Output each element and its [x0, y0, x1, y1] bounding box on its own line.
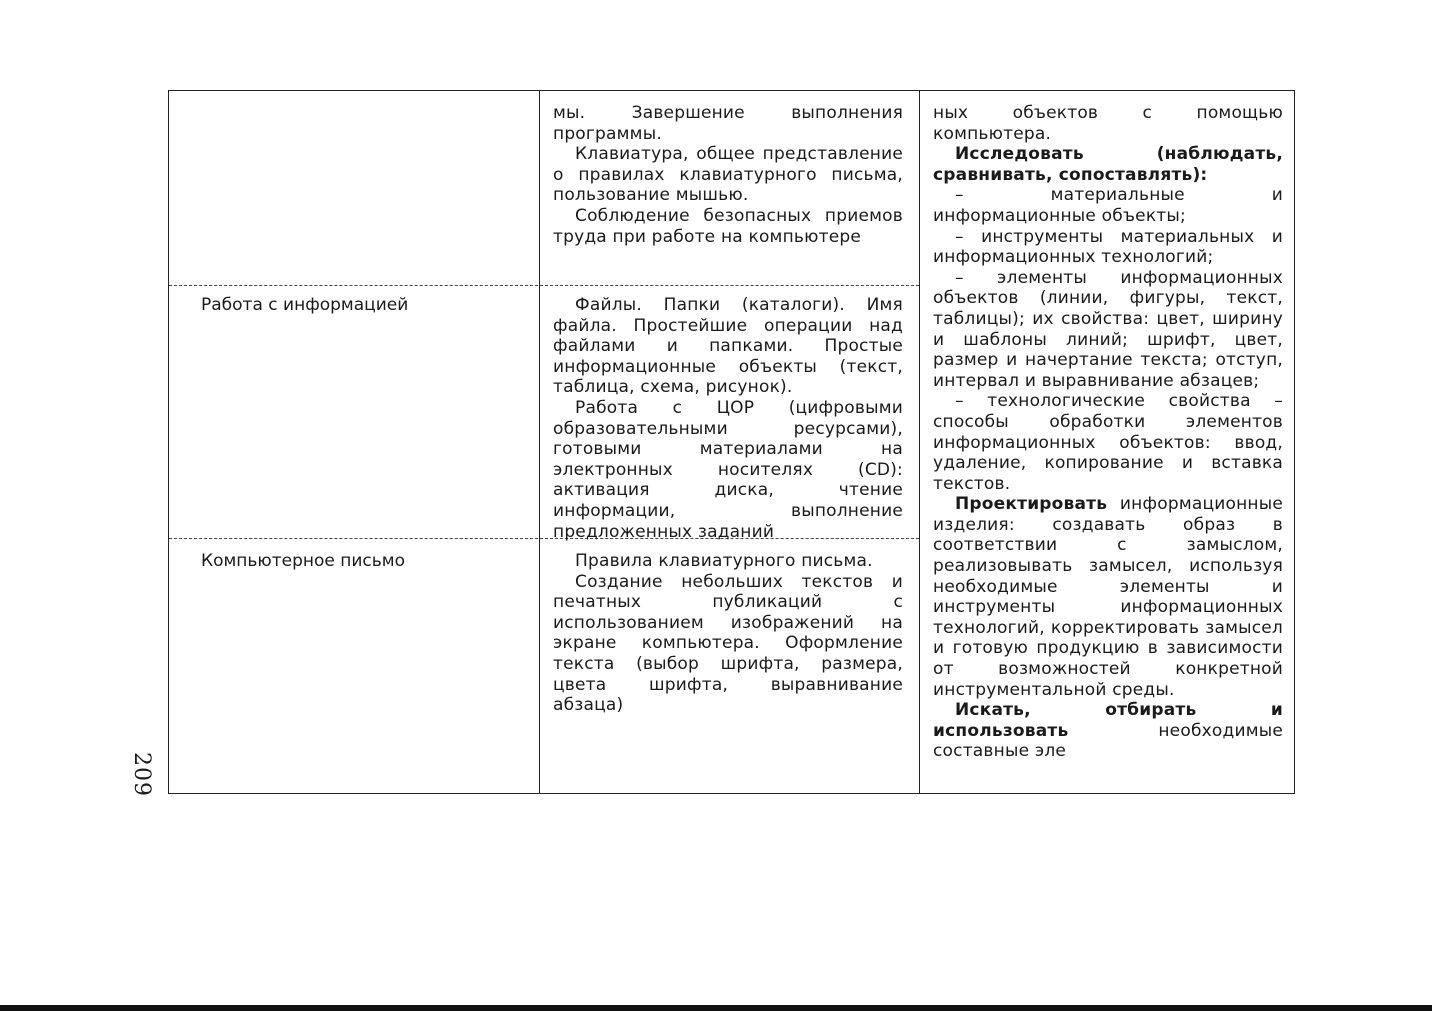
- row-2-content: [553, 295, 903, 542]
- page-number-container: [130, 752, 154, 802]
- row-2-paragraph-2: Работа с ЦОР (цифровыми образовательными ресурсами), готовыми материалами на электронных носителях (CD): активация диска, чтение информации, выполнение предложенных заданий: [553, 397, 903, 542]
- row-3-topic: Компьютерное письмо: [201, 551, 406, 571]
- row-3-paragraph-1: Правила клавиатурного письма.: [575, 551, 873, 571]
- activities-column: [933, 103, 1283, 762]
- page-number: 209: [129, 752, 154, 797]
- explore-item-2: – инструменты материальных и информационных технологий;: [933, 226, 1283, 268]
- row-1-content: [553, 103, 903, 247]
- search-paragraph: [933, 700, 1283, 762]
- search-heading: Искать, отбирать и использовать: [933, 700, 1283, 741]
- design-text: информационные изделия: создавать образ в соответствии с замыслом, реализовывать замысел, используя необходимые элементы и инструменты информационных технологий, корректировать замысел и готовую продукцию в зависимости от возможностей конкретной инструментальной среды.: [933, 494, 1283, 700]
- design-paragraph: [933, 494, 1283, 700]
- activities-intro: ных объектов с помощью компьютера.: [933, 103, 1283, 144]
- row-divider-1: [169, 285, 919, 286]
- row-1-paragraph-3: Соблюдение безопасных приемов труда при работе на компьютере: [553, 205, 903, 247]
- row-3-content: [553, 551, 903, 716]
- row-3-paragraph-2: Создание небольших текстов и печатных публикаций с использованием изображений на экране компьютера. Оформление текста (выбор шрифта, размера, цвета шрифта, выравнивание абзаца): [553, 571, 903, 716]
- scan-edge: [0, 1005, 1432, 1011]
- design-heading: Проектировать: [955, 494, 1108, 515]
- explore-item-1: – материальные и информационные объекты;: [933, 185, 1283, 226]
- column-divider-2: [919, 91, 920, 793]
- explore-item-4: – технологические свойства – способы обработки элементов информационных объектов: ввод, удаление, копирование и вставка текстов.: [933, 391, 1283, 494]
- curriculum-table: [168, 90, 1295, 794]
- row-1-paragraph-1: мы. Завершение выполнения программы.: [553, 103, 903, 144]
- row-2-topic: Работа с информацией: [201, 295, 409, 315]
- row-2-paragraph-1: Файлы. Папки (каталоги). Имя файла. Простейшие операции над файлами и папками. Простые информационные объекты (текст, таблица, схема, рисунок).: [553, 295, 903, 398]
- column-divider-1: [539, 91, 540, 793]
- row-1-paragraph-2: Клавиатура, общее представление о правилах клавиатурного письма, пользование мышью.: [553, 144, 903, 206]
- explore-item-3: – элементы информационных объектов (линии, фигуры, текст, таблицы); их свойства: цвет, ширину и шаблоны линий; шрифт, цвет, размер и начертание текста; отступ, интервал и выравнивание абзацев;: [933, 267, 1283, 391]
- explore-heading: Исследовать (наблюдать, сравнивать, сопоставлять):: [933, 144, 1283, 185]
- search-text: необходимые составные эле: [933, 720, 1283, 762]
